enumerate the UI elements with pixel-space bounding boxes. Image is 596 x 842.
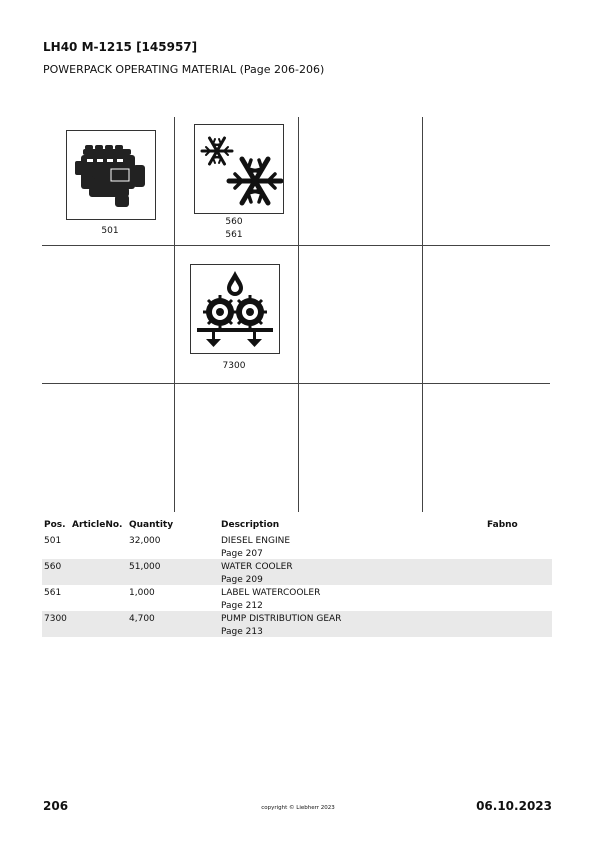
cell-quantity: 1,000 [129, 588, 155, 598]
cell-pos: 501 [44, 536, 62, 546]
illustration-label: 7300 [222, 361, 246, 371]
table-header [42, 519, 552, 533]
snowflake-coolant-icon [195, 125, 283, 213]
illustration-diesel-engine [66, 130, 156, 220]
description-text: PUMP DISTRIBUTION GEAR [221, 614, 342, 624]
page-reference: Page 207 [221, 549, 263, 559]
cell-quantity: 32,000 [129, 536, 161, 546]
cell-pos: 560 [44, 562, 62, 572]
illustration-label: 560 [225, 217, 243, 227]
header-article: ArticleNo. [72, 520, 123, 530]
illustration-label: 561 [225, 230, 243, 240]
grid-divider [42, 383, 550, 384]
description-text: WATER COOLER [221, 562, 293, 572]
grid-divider [298, 117, 299, 512]
table-row [42, 533, 552, 559]
description-text: DIESEL ENGINE [221, 536, 291, 546]
cell-description [221, 561, 293, 587]
header-description: Description [221, 520, 280, 530]
cell-pos: 561 [44, 588, 62, 598]
page-reference: Page 209 [221, 575, 263, 585]
page-reference: Page 212 [221, 601, 263, 611]
table-row [42, 611, 552, 637]
document-title: LH40 M-1215 [145957] [43, 40, 198, 54]
pump-distribution-gear-icon [191, 265, 279, 353]
page-reference: Page 213 [221, 627, 263, 637]
document-subtitle: POWERPACK OPERATING MATERIAL (Page 206-206) [43, 63, 325, 76]
parts-table [42, 519, 552, 637]
header-quantity: Quantity [129, 520, 174, 530]
cell-quantity: 51,000 [129, 562, 161, 572]
illustration-water-cooler [194, 124, 284, 214]
cell-description [221, 613, 341, 639]
grid-divider [422, 117, 423, 512]
grid-divider [174, 117, 175, 512]
cell-description [221, 535, 290, 561]
table-row [42, 559, 552, 585]
diesel-engine-icon [67, 131, 155, 219]
cell-pos: 7300 [44, 614, 67, 624]
cell-description [221, 587, 320, 613]
header-fabno: Fabno [487, 520, 518, 530]
illustration-label: 501 [101, 226, 119, 236]
cell-quantity: 4,700 [129, 614, 155, 624]
copyright-notice: copyright © Liebherr 2023 [261, 805, 335, 811]
description-text: LABEL WATERCOOLER [221, 588, 321, 598]
illustration-grid [42, 117, 550, 512]
document-date: 06.10.2023 [476, 799, 552, 813]
table-row [42, 585, 552, 611]
page-number: 206 [43, 799, 69, 813]
header-pos: Pos. [44, 520, 66, 530]
grid-divider [42, 245, 550, 246]
illustration-pump-distribution-gear [190, 264, 280, 354]
